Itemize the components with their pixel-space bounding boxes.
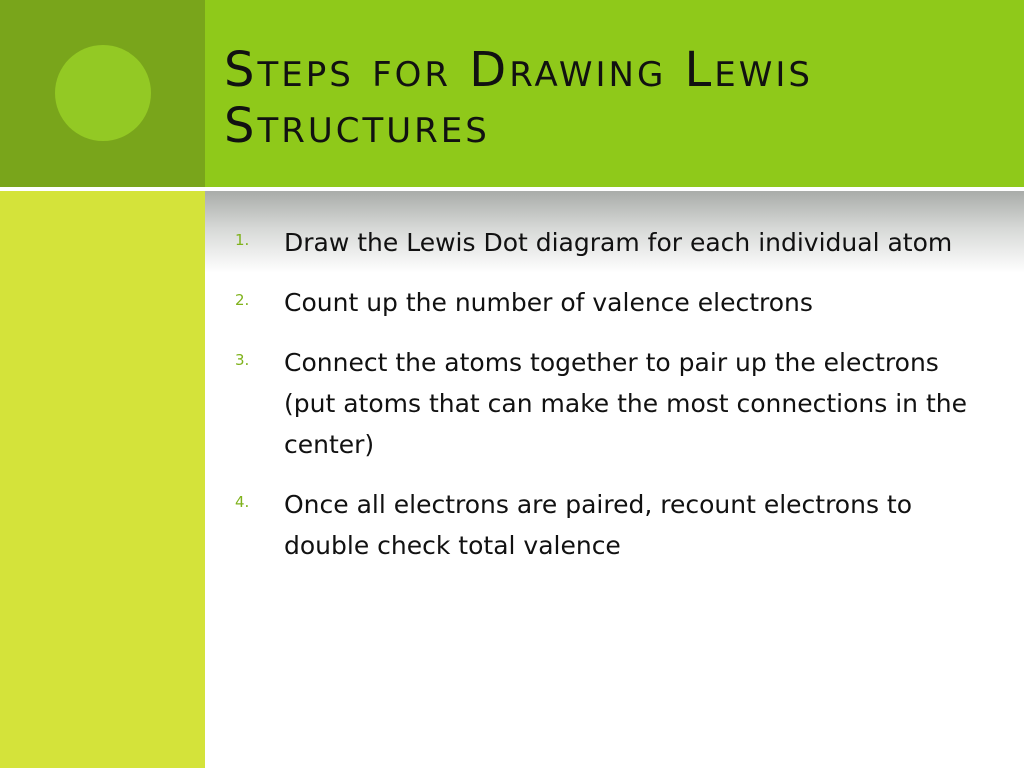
list-item	[232, 222, 972, 263]
list-text: Count up the number of valence electrons	[284, 288, 813, 317]
list-item	[232, 342, 972, 465]
corner-panel	[0, 0, 205, 187]
list-text: Connect the atoms together to pair up the electrons (put atoms that can make the most connections in the center)	[284, 348, 967, 459]
list-number: 2.	[235, 291, 250, 309]
list-number: 1.	[235, 231, 250, 249]
list-text: Once all electrons are paired, recount electrons to double check total valence	[284, 490, 913, 560]
list-item	[232, 282, 972, 323]
decorative-circle	[55, 45, 151, 141]
slide-title: Steps for Drawing Lewis Structures	[224, 42, 814, 154]
list-item	[232, 484, 972, 566]
list-text: Draw the Lewis Dot diagram for each individual atom	[284, 228, 953, 257]
list-number: 4.	[235, 493, 250, 511]
side-panel	[0, 187, 205, 768]
list-number: 3.	[235, 351, 250, 369]
steps-list	[232, 222, 972, 585]
